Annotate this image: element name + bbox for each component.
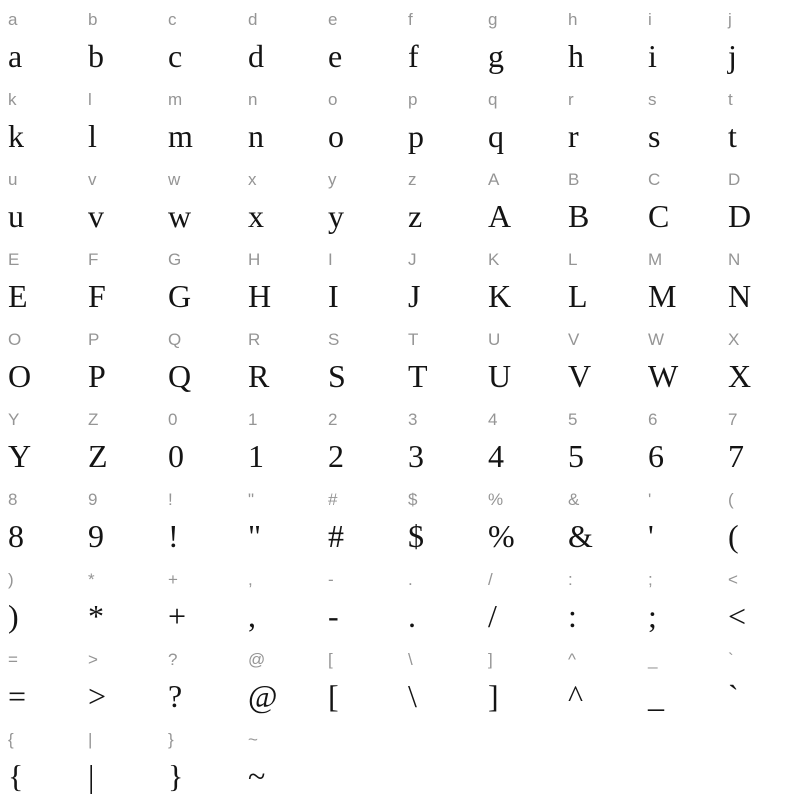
glyph-label: G [168,250,182,269]
glyph-label: I [328,250,333,269]
glyph-label: m [168,90,183,109]
glyph-cell [480,80,560,160]
glyph-preview: h [568,38,584,74]
glyph-label: z [408,170,417,189]
glyph-cell [160,720,240,800]
glyph-preview: I [328,278,339,314]
glyph-cell [0,480,80,560]
glyph-cell [720,0,800,80]
glyph-cell [0,320,80,400]
glyph-cell [480,400,560,480]
glyph-preview: c [168,38,183,74]
glyph-preview: K [488,278,512,314]
glyph-label: C [648,170,661,189]
glyph-preview: f [408,38,419,74]
glyph-cell [560,640,640,720]
glyph-label: W [648,330,665,349]
glyph-preview: S [328,358,346,394]
glyph-cell [160,640,240,720]
glyph-preview: r [568,118,579,154]
glyph-cell [560,240,640,320]
glyph-cell [480,160,560,240]
glyph-preview: : [568,598,577,634]
glyph-label: V [568,330,580,349]
glyph-preview: F [88,278,106,314]
glyph-cell [400,160,480,240]
glyph-cell [720,320,800,400]
glyph-label: _ [648,650,658,669]
glyph-cell [0,560,80,640]
glyph-cell [320,160,400,240]
glyph-label: X [728,330,740,349]
glyph-preview: C [648,198,670,234]
glyph-label: n [248,90,258,109]
glyph-preview: l [88,118,97,154]
glyph-label: 5 [568,410,578,429]
glyph-preview: . [408,598,416,634]
glyph-cell [400,560,480,640]
glyph-preview: x [248,198,264,234]
glyph-label: b [88,10,98,29]
glyph-label: = [8,650,18,669]
glyph-label: / [488,570,493,589]
glyph-preview: E [8,278,28,314]
glyph-cell [160,240,240,320]
glyph-preview: 7 [728,438,744,474]
glyph-label: p [408,90,418,109]
glyph-label: 4 [488,410,498,429]
glyph-label: F [88,250,99,269]
glyph-label: k [8,90,17,109]
glyph-preview: e [328,38,343,74]
glyph-preview: H [248,278,272,314]
glyph-cell [720,80,800,160]
glyph-cell [80,0,160,80]
glyph-preview: ; [648,598,657,634]
glyph-preview: u [8,198,24,234]
glyph-cell [640,320,720,400]
glyph-preview: j [728,38,737,74]
glyph-label: ~ [248,730,258,749]
glyph-label: % [488,490,504,509]
glyph-label: Q [168,330,182,349]
glyph-label: q [488,90,498,109]
glyph-cell [160,80,240,160]
glyph-label: 8 [8,490,18,509]
glyph-preview: ~ [248,758,266,794]
glyph-cell [640,160,720,240]
glyph-preview: y [328,198,344,234]
glyph-preview: O [8,358,32,394]
glyph-label: ) [8,570,14,589]
glyph-cell [80,240,160,320]
glyph-label: } [168,730,174,749]
glyph-preview: ) [8,598,19,634]
glyph-cell [640,560,720,640]
glyph-preview: m [168,118,193,154]
glyph-preview: V [568,358,592,394]
glyph-cell [240,720,320,800]
glyph-cell [80,480,160,560]
glyph-cell [80,400,160,480]
glyph-preview: ' [648,518,654,554]
glyph-preview: % [488,518,515,554]
glyph-preview: ! [168,518,179,554]
glyph-cell [640,640,720,720]
glyph-label: l [88,90,92,109]
glyph-cell [400,640,480,720]
glyph-cell [160,400,240,480]
glyph-preview: / [488,598,497,634]
glyph-preview: 6 [648,438,664,474]
glyph-preview: d [248,38,264,74]
glyph-cell [160,160,240,240]
glyph-cell [640,80,720,160]
glyph-label: < [728,570,738,589]
glyph-cell [560,0,640,80]
glyph-preview: 1 [248,438,264,474]
glyph-cell [80,560,160,640]
glyph-label: B [568,170,580,189]
glyph-label: i [648,10,652,29]
glyph-preview: v [88,198,104,234]
glyph-preview: > [88,678,107,714]
glyph-label: 0 [168,410,178,429]
glyph-label: h [568,10,578,29]
glyph-label: w [168,170,181,189]
glyph-preview: N [728,278,752,314]
glyph-label: 2 [328,410,338,429]
glyph-cell [0,160,80,240]
glyph-label: ' [648,490,652,509]
glyph-cell [720,480,800,560]
glyph-label: $ [408,490,418,509]
glyph-label: , [248,570,253,589]
glyph-preview: 5 [568,438,584,474]
glyph-label: 3 [408,410,418,429]
glyph-preview: P [88,358,106,394]
glyph-label: L [568,250,578,269]
glyph-label: d [248,10,258,29]
glyph-label: u [8,170,18,189]
glyph-label: x [248,170,257,189]
glyph-label: [ [328,650,333,669]
glyph-preview: & [568,518,593,554]
glyph-label: | [88,730,93,749]
glyph-preview: * [88,598,104,634]
glyph-label: c [168,10,177,29]
glyph-label: D [728,170,741,189]
glyph-preview: # [328,518,344,554]
glyph-label: ; [648,570,653,589]
glyph-label: H [248,250,261,269]
glyph-preview: 0 [168,438,184,474]
glyph-cell [0,400,80,480]
glyph-preview: b [88,38,104,74]
glyph-label: + [168,570,178,589]
glyph-preview: 3 [408,438,424,474]
glyph-preview: Y [8,438,32,474]
glyph-cell [80,80,160,160]
glyph-cell [480,480,560,560]
glyph-cell [240,560,320,640]
glyph-cell [320,400,400,480]
glyph-cell [320,560,400,640]
glyph-label: @ [248,650,266,669]
glyph-cell [320,480,400,560]
glyph-cell [560,320,640,400]
glyph-cell [560,560,640,640]
glyph-cell [720,400,800,480]
glyph-label: ! [168,490,173,509]
glyph-label: A [488,170,500,189]
glyph-cell [480,640,560,720]
glyph-cell [480,240,560,320]
glyph-label: O [8,330,22,349]
glyph-cell [240,320,320,400]
glyph-cell [640,480,720,560]
glyph-preview: { [8,758,24,794]
glyph-label: y [328,170,337,189]
glyph-cell [400,0,480,80]
glyph-preview: 8 [8,518,24,554]
glyph-preview: g [488,38,504,74]
glyph-preview: - [328,598,339,634]
glyph-label: > [88,650,98,669]
glyph-preview: @ [248,678,278,714]
glyph-cell [400,480,480,560]
glyph-cell [720,560,800,640]
glyph-preview: q [488,118,504,154]
glyph-cell [320,320,400,400]
glyph-label: N [728,250,741,269]
glyph-label: { [8,730,14,749]
glyph-label: T [408,330,419,349]
glyph-label: o [328,90,338,109]
glyph-cell [320,640,400,720]
glyph-cell [320,80,400,160]
glyph-cell [640,240,720,320]
glyph-preview: U [488,358,512,394]
glyph-preview: L [568,278,588,314]
glyph-cell [240,480,320,560]
glyph-label: P [88,330,100,349]
glyph-cell [640,0,720,80]
glyph-cell [80,720,160,800]
glyph-preview: Z [88,438,108,474]
glyph-label: * [88,570,95,589]
glyph-cell [560,160,640,240]
glyph-cell [240,0,320,80]
glyph-preview: , [248,598,256,634]
glyph-cell [240,160,320,240]
glyph-cell [160,0,240,80]
glyph-cell [160,320,240,400]
glyph-preview: i [648,38,657,74]
glyph-cell [720,240,800,320]
glyph-cell [480,320,560,400]
glyph-preview: 9 [88,518,104,554]
glyph-preview: W [648,358,679,394]
glyph-cell [0,720,80,800]
glyph-preview: s [648,118,661,154]
glyph-preview: 2 [328,438,344,474]
glyph-preview: \ [408,678,417,714]
glyph-label: Y [8,410,20,429]
glyph-label: 9 [88,490,98,509]
glyph-cell [0,80,80,160]
glyph-label: . [408,570,413,589]
glyph-label: ( [728,490,734,509]
glyph-preview: 4 [488,438,504,474]
glyph-label: 1 [248,410,258,429]
glyph-cell [80,640,160,720]
glyph-preview: R [248,358,270,394]
glyph-cell [240,240,320,320]
glyph-label: f [408,10,413,29]
glyph-cell [0,0,80,80]
glyph-cell [720,160,800,240]
glyph-preview: A [488,198,512,234]
glyph-preview: z [408,198,423,234]
glyph-cell [80,160,160,240]
glyph-cell [480,560,560,640]
glyph-cell [240,640,320,720]
glyph-preview: ^ [568,678,584,714]
glyph-cell [240,80,320,160]
glyph-preview: X [728,358,752,394]
glyph-preview: ` [728,678,739,714]
glyph-preview: = [8,678,27,714]
glyph-label: ` [728,650,734,669]
glyph-preview: " [248,518,262,554]
glyph-preview: M [648,278,677,314]
glyph-label: 6 [648,410,658,429]
glyph-label: \ [408,650,413,669]
glyph-label: R [248,330,261,349]
glyph-preview: B [568,198,590,234]
glyph-label: E [8,250,20,269]
glyph-cell [320,0,400,80]
glyph-label: - [328,570,334,589]
glyph-cell [0,240,80,320]
glyph-label: j [728,10,732,29]
glyph-preview: ( [728,518,739,554]
glyph-preview: Q [168,358,192,394]
glyph-label: " [248,490,255,509]
glyph-preview: k [8,118,24,154]
glyph-preview: _ [648,678,664,714]
glyph-label: r [568,90,574,109]
glyph-label: K [488,250,500,269]
glyph-cell [560,80,640,160]
glyph-cell [80,320,160,400]
glyph-cell [560,480,640,560]
glyph-label: e [328,10,338,29]
glyph-preview: o [328,118,344,154]
glyph-label: ] [488,650,493,669]
glyph-label: & [568,490,580,509]
glyph-label: J [408,250,417,269]
glyph-label: g [488,10,498,29]
glyph-preview: D [728,198,752,234]
glyph-cell [400,320,480,400]
glyph-preview: | [88,758,95,794]
glyph-preview: w [168,198,192,234]
glyph-label: S [328,330,340,349]
glyph-label: # [328,490,338,509]
glyph-label: ? [168,650,178,669]
glyph-label: a [8,10,18,29]
glyph-label: 7 [728,410,738,429]
glyph-cell [720,640,800,720]
glyph-preview: ] [488,678,499,714]
glyph-label: : [568,570,573,589]
glyph-preview: t [728,118,737,154]
glyph-cell [480,0,560,80]
glyph-cell [640,400,720,480]
glyph-preview: n [248,118,264,154]
glyph-cell [560,400,640,480]
glyph-label: U [488,330,501,349]
glyph-cell [320,240,400,320]
glyph-label: ^ [568,650,576,669]
glyph-label: t [728,90,733,109]
glyph-preview: } [168,758,184,794]
glyph-preview: [ [328,678,339,714]
glyph-label: Z [88,410,99,429]
glyph-preview: a [8,38,23,74]
glyph-preview: < [728,598,747,634]
glyph-cell [160,560,240,640]
glyph-cell [160,480,240,560]
glyph-cell [400,240,480,320]
glyph-label: s [648,90,657,109]
glyph-preview: J [408,278,421,314]
glyph-preview: G [168,278,192,314]
glyph-label: M [648,250,663,269]
glyph-cell [240,400,320,480]
glyph-preview: ? [168,678,183,714]
glyph-cell [400,80,480,160]
glyph-label: v [88,170,97,189]
glyph-preview: + [168,598,187,634]
glyph-preview: $ [408,518,424,554]
glyph-preview: T [408,358,428,394]
glyph-cell [400,400,480,480]
glyph-preview: p [408,118,424,154]
glyph-cell [0,640,80,720]
